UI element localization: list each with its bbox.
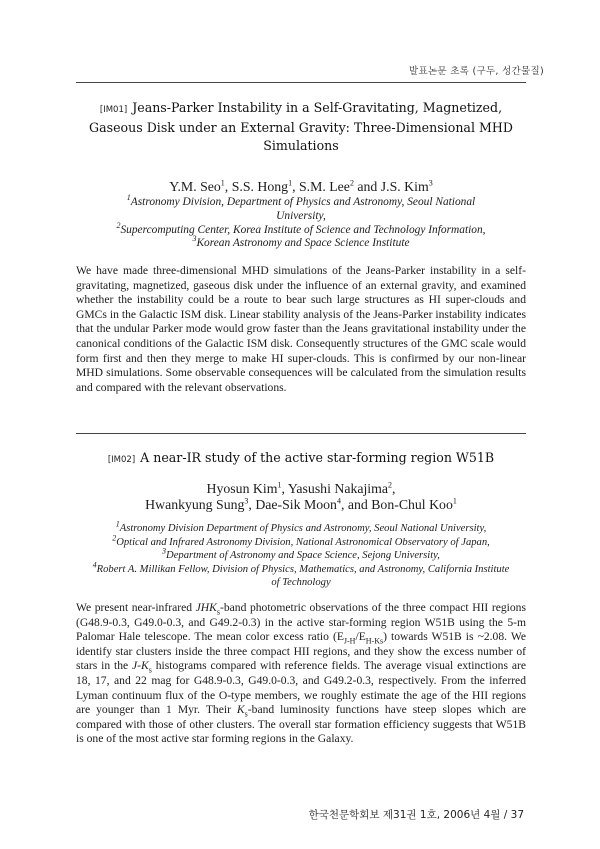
author-sup: 1 — [452, 496, 457, 506]
author-separator: , — [224, 179, 232, 194]
author-separator: , and — [340, 497, 372, 512]
author-name: S.M. Lee — [298, 179, 350, 194]
abstract-1-authors — [76, 178, 526, 196]
affiliation — [76, 220, 526, 238]
body-subscript: H-Ks — [365, 636, 384, 646]
affiliation — [76, 193, 526, 210]
affiliation — [76, 210, 526, 224]
author-separator: and — [353, 179, 381, 194]
author-name: Bon-Chul Koo — [371, 497, 453, 512]
author-sup: 3 — [428, 178, 433, 188]
abstract-1-title-line3: Simulations — [263, 138, 339, 153]
affiliation — [76, 576, 526, 590]
body-italic-run: K — [236, 703, 245, 717]
affiliation-text: Department of Astronomy and Space Science, Sejong University, — [166, 550, 440, 562]
body-text-run: -band luminosity functions have steep slopes which are compared with those of other clusters. The overall star formation efficiency suggests that W51B is one of the most active star forming regions in the Galaxy. — [76, 703, 526, 746]
author-separator: , — [392, 481, 396, 496]
abstract-2-body — [76, 601, 526, 747]
affiliation-text: Supercomputing Center, Korea Institute of Science and Technology Information, — [120, 223, 486, 236]
affiliation-sup: 3 — [192, 234, 197, 244]
affiliation-sup: 4 — [92, 560, 97, 570]
body-text-run: histograms compared with reference fields. The average visual extinctions are 18, 17, and 22 mag for G48.9-0.3, G49.0-0.3, and G49.2-0.3, respectively. From the inferred Lyman continuum flux of the O-type members, we roughly estimate the age of the HII regions are younger than 1 Myr. Their — [76, 659, 526, 717]
body-text-run: -band photometric observations of the three compact HII regions (G48.9-0.3, G49.0-0.3, and G49.2-0.3) in the active star-forming region W51B using the 5-m Palomar Hale telescope. The mean color excess ratio (E — [76, 601, 526, 644]
body-italic-run: J-K — [132, 659, 149, 673]
affiliation-sup: 1 — [126, 193, 131, 203]
abstract-1-title — [76, 99, 526, 155]
author-sup: 1 — [277, 480, 282, 490]
body-subscript: J-H — [343, 636, 356, 646]
body-text-run: We present near-infrared — [76, 601, 196, 614]
author-separator: , — [281, 481, 288, 496]
abstract-2-affiliations — [76, 519, 526, 590]
abstract-1-title-line1: Jeans-Parker Instability in a Self-Gravitating, Magnetized, — [132, 100, 503, 115]
affiliation-sup: 2 — [112, 533, 117, 543]
affiliation-text: Korean Astronomy and Space Science Institute — [196, 237, 410, 250]
affiliation-sup: 1 — [115, 519, 120, 529]
page-footer: 한국천문학회보 제31권 1호, 2006년 4월 / 37 — [308, 809, 524, 821]
abstract-2-authors-line2 — [76, 496, 526, 514]
affiliation — [76, 234, 526, 251]
author-name: Yasushi Nakajima — [287, 481, 388, 496]
author-name: Hyosun Kim — [206, 481, 278, 496]
affiliation — [76, 560, 526, 577]
author-sup: 1 — [288, 178, 293, 188]
author-sup: 1 — [220, 178, 225, 188]
body-subscript: s — [216, 607, 220, 617]
author-sup: 4 — [336, 496, 341, 506]
header-rule — [76, 82, 526, 83]
abstract-1-title-line2: Gaseous Disk under an External Gravity: Three-Dimensional MHD — [89, 120, 513, 135]
author-name: Hwankyung Sung — [145, 497, 245, 512]
running-head: 발표논문 초록 (구두, 성간물질) — [408, 66, 544, 77]
abstract-2-code: [IM02] — [107, 455, 136, 465]
author-name: S.S. Hong — [231, 179, 289, 194]
affiliation — [76, 519, 526, 536]
section-separator — [76, 433, 526, 434]
author-separator: , — [248, 497, 256, 512]
author-separator: , — [292, 179, 299, 194]
affiliation-text: Optical and Infrared Astronomy Division, National Astronomical Observatory of Japan, — [116, 536, 490, 548]
author-name: Dae-Sik Moon — [255, 497, 337, 512]
affiliation — [76, 533, 526, 550]
abstract-1-affiliations — [76, 193, 526, 251]
author-sup: 2 — [349, 178, 354, 188]
body-italic-run: JHK — [195, 601, 217, 614]
affiliation-sup: 2 — [116, 220, 121, 230]
affiliation — [76, 546, 526, 563]
author-sup: 3 — [244, 496, 249, 506]
author-name: Y.M. Seo — [169, 179, 221, 194]
affiliation-sup: 3 — [162, 546, 167, 556]
author-sup: 2 — [388, 480, 392, 490]
abstract-1-body: We have made three-dimensional MHD simulations of the Jeans-Parker instability in a self-gravitating, magnetized, gaseous disk under the influence of an external gravity, and examined whether the instability could be a route to bear such large structures as HI super-clouds and GMCs in the Galactic ISM disk. Linear stability analysis of the Jeans-Parker instability indicates that the undular Parker mode would grow faster than the Jeans gravitational instability under the canonical conditions of the Galactic ISM disk. Consequently structures of the GMC scale would form first and then they merge to make HI super-clouds. This is confirmed by our non-linear MHD simulations. Some observable consequences will be calculated from the simulation results and compared with the relevant observations. — [76, 264, 526, 394]
affiliation-text: University, — [276, 209, 326, 222]
affiliation-text: Astronomy Division, Department of Physics and Astronomy, Seoul National — [130, 196, 476, 208]
author-name: J.S. Kim — [380, 179, 429, 194]
body-text-run: /E — [355, 630, 366, 644]
affiliation-text: of Technology — [271, 577, 331, 589]
body-subscript: s — [148, 665, 152, 675]
abstract-2-title — [76, 449, 526, 469]
abstract-1-code: [IM01] — [99, 105, 128, 115]
affiliation-text: Robert A. Millikan Fellow, Division of Physics, Mathematics, and Astronomy, California Institute — [96, 563, 510, 575]
body-text-run: ) towards W51B is ~2.08. We identify star clusters inside the three compact HII regions, and they show the excess number of stars in the — [76, 630, 526, 673]
abstract-2-title-text: A near-IR study of the active star-forming region W51B — [140, 450, 495, 465]
affiliation-text: Astronomy Division Department of Physics and Astronomy, Seoul National University, — [119, 523, 487, 534]
body-subscript: s — [244, 709, 248, 719]
